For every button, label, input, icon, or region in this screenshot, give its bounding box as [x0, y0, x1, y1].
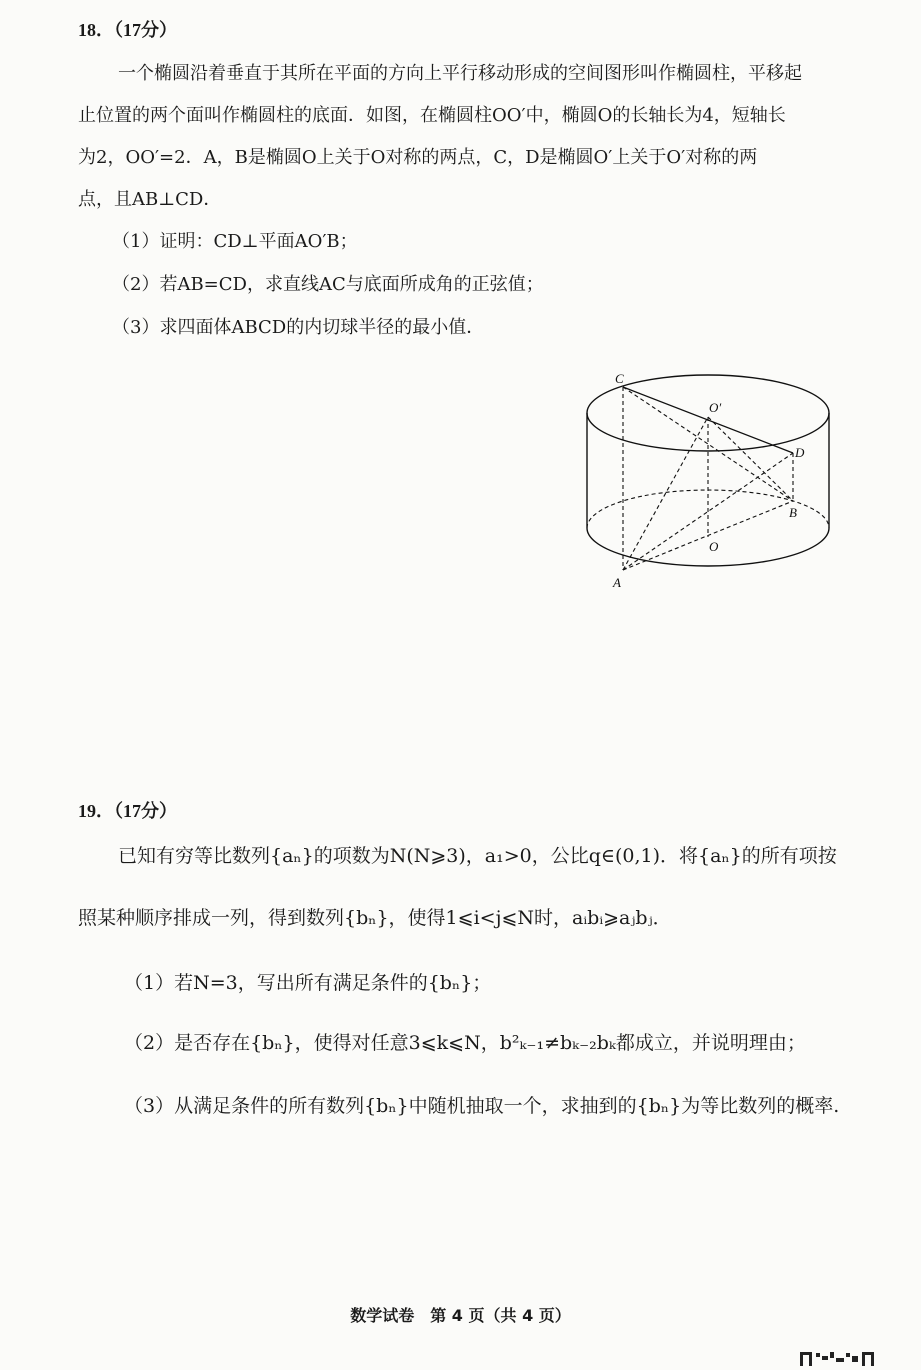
label-B: B: [789, 505, 797, 520]
page-footer: 数学试卷 第 4 页（共 4 页）: [350, 1306, 571, 1325]
q19-part-1: （1）若N=3，写出所有满足条件的{bₙ}；: [124, 972, 492, 994]
label-C: C: [615, 371, 624, 386]
q18-para-line-1: 一个椭圆沿着垂直于其所在平面的方向上平行移动形成的空间图形叫作椭圆柱，平移起: [118, 63, 802, 84]
q18-para-line-3: 为2，OO′=2．A，B是椭圆O上关于O对称的两点，C，D是椭圆O′上关于O′对称的两: [78, 147, 758, 168]
label-A: A: [613, 575, 621, 590]
label-D: D: [795, 445, 805, 460]
qr-code-icon: [800, 1350, 880, 1366]
q19-header: 19．（17分）: [78, 801, 177, 821]
q19-para-line-2: 照某种顺序排成一列，得到数列{bₙ}，使得1⩽i<j⩽N时，aᵢbᵢ⩾aⱼbⱼ．: [78, 907, 672, 929]
q18-part-3: （3）求四面体ABCD的内切球半径的最小值．: [112, 317, 485, 338]
cylinder-diagram: [575, 365, 845, 600]
q18-part-1: （1）证明：CD⊥平面AO′B；: [112, 231, 358, 252]
bottom-ellipse-front: [587, 528, 829, 566]
elliptic-cylinder-figure: [575, 365, 845, 600]
q18-header: 18．（17分）: [78, 20, 177, 40]
q18-para-line-4: 点，且AB⊥CD．: [78, 189, 222, 210]
segment-AOprime: [623, 417, 708, 570]
q18-para-line-2: 止位置的两个面叫作椭圆柱的底面．如图，在椭圆柱OO′中，椭圆O的长轴长为4，短轴长: [78, 105, 786, 126]
label-Oprime: O′: [709, 400, 722, 415]
q19-part-3: （3）从满足条件的所有数列{bₙ}中随机抽取一个，求抽到的{bₙ}为等比数列的概率.: [124, 1095, 840, 1117]
q18-part-2: （2）若AB=CD，求直线AC与底面所成角的正弦值；: [112, 274, 544, 295]
segment-OprimeB: [708, 417, 793, 501]
q19-para-line-1: 已知有穷等比数列{aₙ}的项数为N(N⩾3)，a₁>0，公比q∈(0,1)．将{aₙ}的所有项按: [118, 845, 837, 867]
label-O: O: [709, 539, 719, 554]
q19-part-2: （2）是否存在{bₙ}，使得对任意3⩽k⩽N，b²ₖ₋₁≠bₖ₋₂bₖ都成立，并说明理由；: [124, 1032, 806, 1054]
